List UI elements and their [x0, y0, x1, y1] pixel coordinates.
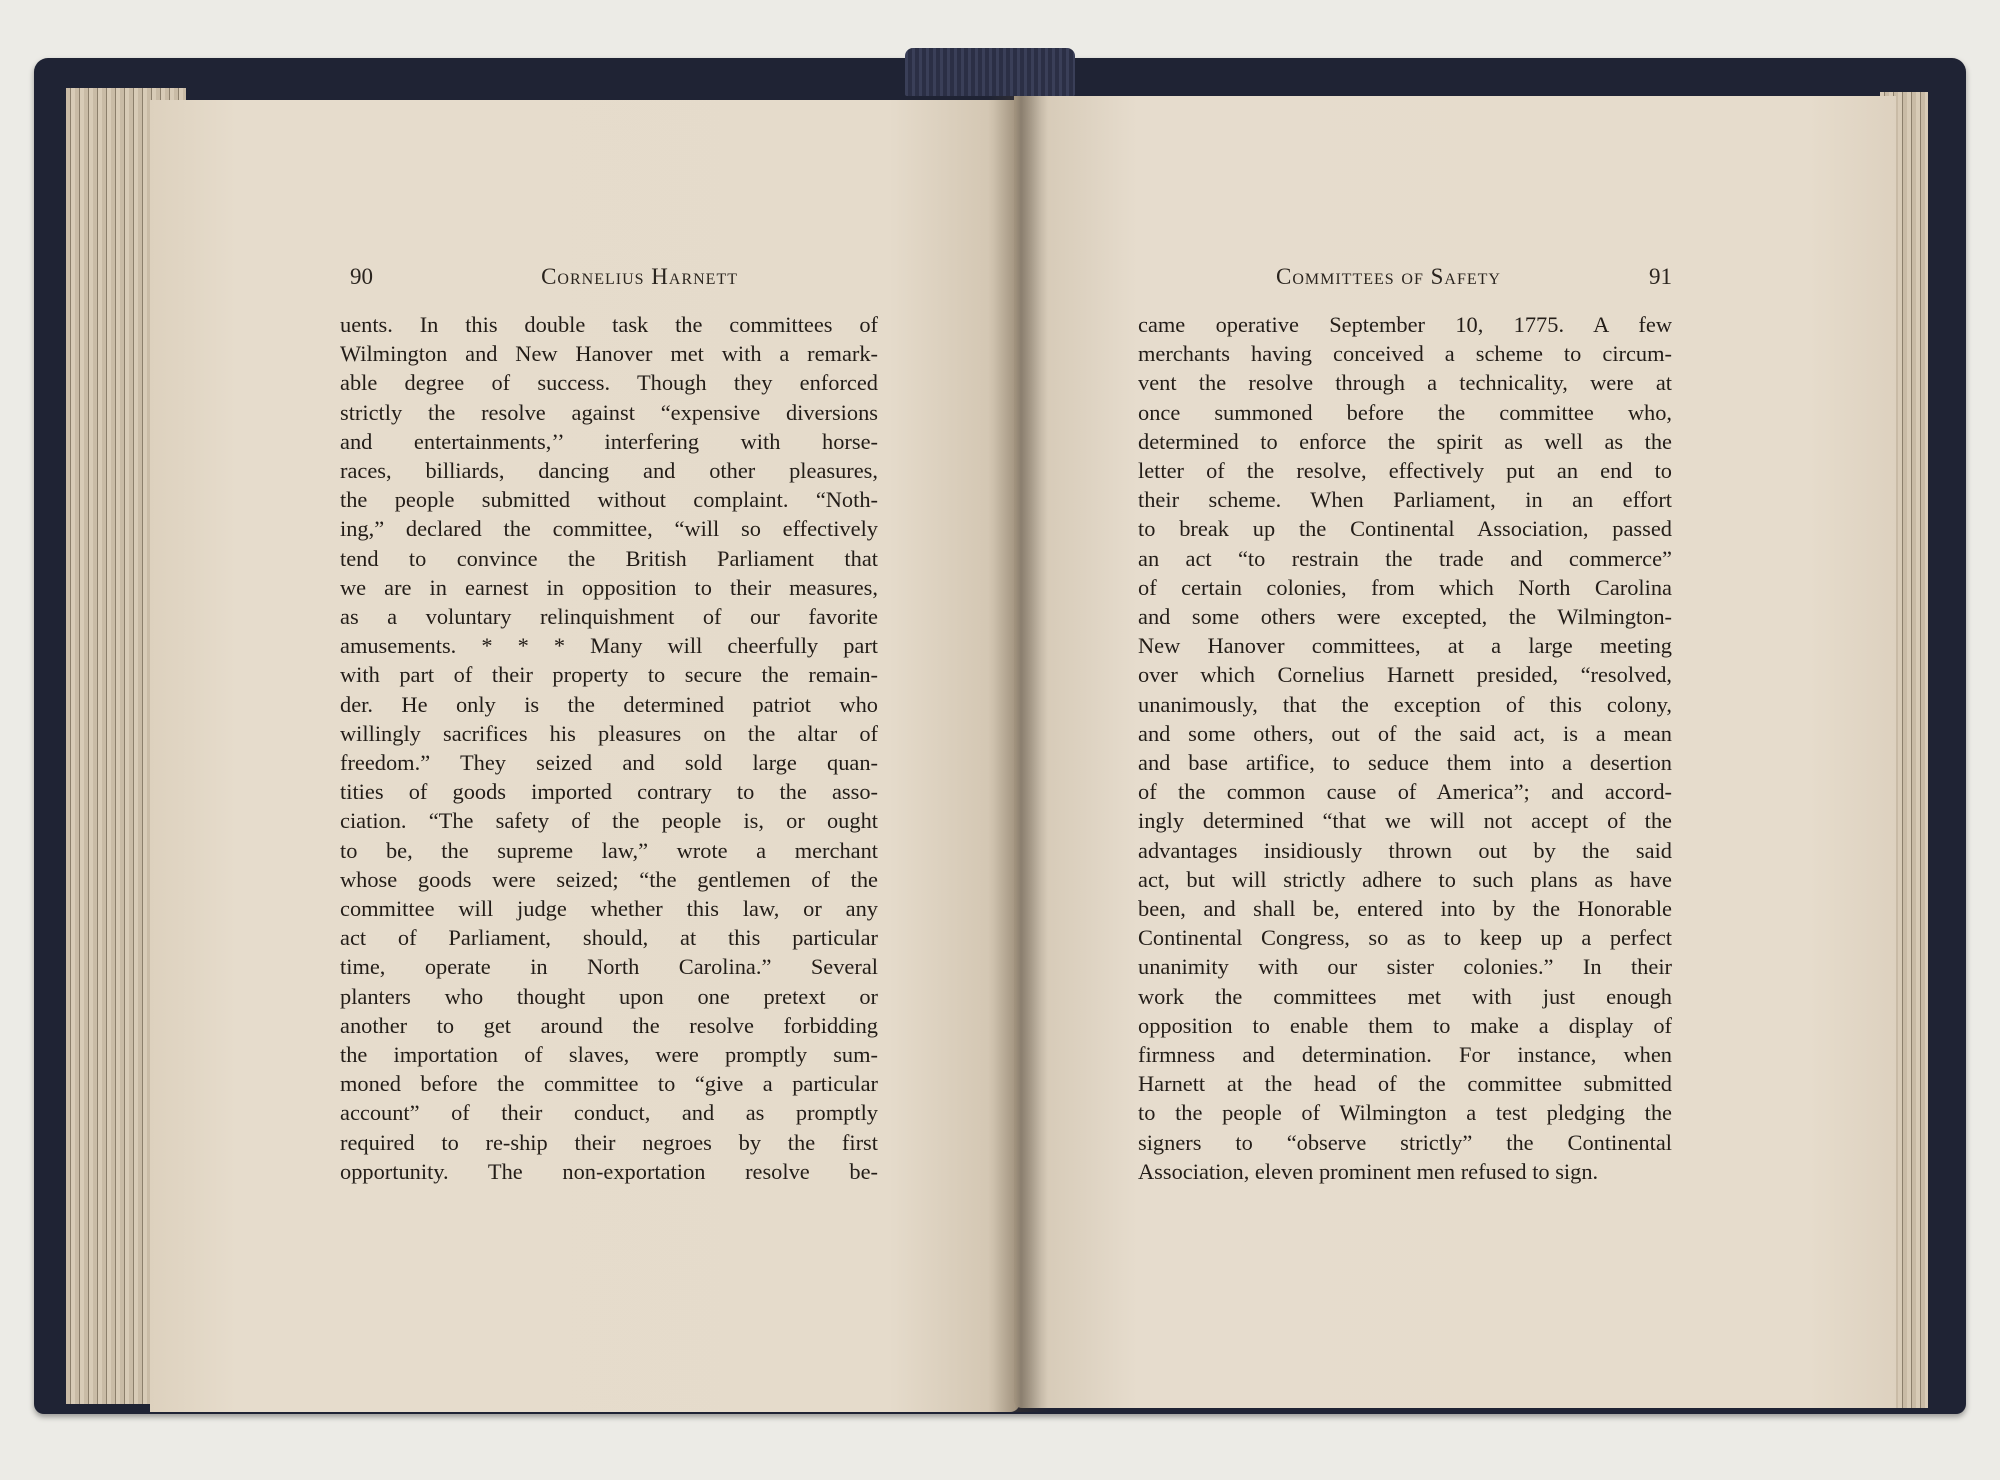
text-line: tities of goods imported contrary to the asso-: [340, 779, 878, 805]
text-line: and entertainments,’’ interfering with horse-: [340, 428, 878, 454]
text-line: and some others were excepted, the Wilmington-: [1138, 604, 1672, 630]
text-line: came operative September 10, 1775. A few: [1138, 312, 1672, 337]
text-line: der. He only is the determined patriot who: [340, 691, 878, 717]
text-line: to break up the Continental Association, passed: [1138, 516, 1672, 542]
text-line: account” of their conduct, and as promptly: [340, 1100, 878, 1126]
right-page-number: 91: [1649, 264, 1672, 289]
text-line: New Hanover committees, at a large meeting: [1138, 633, 1672, 659]
right-running-head: [1276, 264, 1672, 290]
text-line: required to re-ship their negroes by the first: [340, 1129, 878, 1155]
text-line: we are in earnest in opposition to their measures,: [340, 574, 878, 600]
text-line: freedom.” They seized and sold large quan-: [340, 750, 878, 776]
book-spine-cloth: [905, 48, 1075, 96]
text-line: unanimity with our sister colonies.” In their: [1138, 954, 1672, 980]
text-line: merchants having conceived a scheme to circum-: [1138, 341, 1672, 367]
text-line: Association, eleven prominent men refused to sign.: [1138, 1158, 1599, 1184]
text-line: vent the resolve through a technicality, were at: [1138, 370, 1672, 396]
right-body-text: [1138, 310, 1672, 1186]
text-line: ciation. “The safety of the people is, or ought: [340, 808, 878, 834]
text-line: ingly determined “that we will not accept of the: [1138, 808, 1672, 834]
text-line: races, billiards, dancing and other pleasures,: [340, 458, 878, 484]
text-line: act of Parliament, should, at this particular: [340, 925, 878, 951]
text-line: signers to “observe strictly” the Continental: [1138, 1129, 1672, 1155]
text-line: unanimously, that the exception of this colony,: [1138, 691, 1672, 717]
text-line: committee will judge whether this law, or any: [340, 896, 878, 922]
text-line: able degree of success. Though they enforced: [340, 370, 878, 396]
text-line: whose goods were seized; “the gentlemen of the: [340, 866, 878, 892]
text-line: of certain colonies, from which North Carolina: [1138, 574, 1672, 600]
text-line: their scheme. When Parliament, in an effort: [1138, 487, 1672, 513]
text-line: moned before the committee to “give a particular: [340, 1071, 878, 1097]
text-line: to the people of Wilmington a test pledging the: [1138, 1100, 1672, 1126]
text-line: once summoned before the committee who,: [1138, 399, 1672, 425]
text-line: an act “to restrain the trade and commerce”: [1138, 545, 1672, 571]
text-line: amusements. * * * Many will cheerfully part: [340, 633, 878, 659]
text-line: strictly the resolve against “expensive diversions: [340, 399, 878, 425]
text-line: opportunity. The non-exportation resolve be-: [340, 1158, 878, 1184]
text-line: firmness and determination. For instance, when: [1138, 1042, 1672, 1068]
text-line: with part of their property to secure the remain-: [340, 662, 878, 688]
text-line: to be, the supreme law,” wrote a merchant: [340, 837, 878, 863]
text-line: willingly sacrifices his pleasures on the altar of: [340, 720, 878, 746]
left-running-head: [350, 264, 738, 290]
gutter-shadow: [988, 96, 1048, 1412]
text-line: act, but will strictly adhere to such plans as have: [1138, 866, 1672, 892]
text-line: Harnett at the head of the committee submitted: [1138, 1071, 1672, 1097]
text-line: determined to enforce the spirit as well as the: [1138, 428, 1672, 454]
text-line: planters who thought upon one pretext or: [340, 983, 878, 1009]
text-line: ing,” declared the committee, “will so effectively: [340, 516, 878, 542]
text-line: time, operate in North Carolina.” Several: [340, 954, 878, 980]
text-line: the people submitted without complaint. “Noth-: [340, 487, 878, 513]
left-page-number: 90: [350, 264, 373, 289]
right-running-title: Committees of Safety: [1276, 264, 1501, 289]
text-line: the importation of slaves, were promptly sum-: [340, 1042, 878, 1068]
text-line: been, and shall be, entered into by the Honorable: [1138, 896, 1672, 922]
left-running-title: Cornelius Harnett: [541, 264, 738, 289]
text-line: work the committees met with just enough: [1138, 983, 1672, 1009]
text-line: tend to convince the British Parliament that: [340, 545, 878, 571]
text-line: uents. In this double task the committees of: [340, 312, 878, 337]
text-line: over which Cornelius Harnett presided, “resolved,: [1138, 662, 1672, 688]
text-line: and some others, out of the said act, is a mean: [1138, 720, 1672, 746]
text-line: opposition to enable them to make a display of: [1138, 1012, 1672, 1038]
text-line: Continental Congress, so as to keep up a perfect: [1138, 925, 1672, 951]
text-line: another to get around the resolve forbidding: [340, 1012, 878, 1038]
text-line: advantages insidiously thrown out by the said: [1138, 837, 1672, 863]
text-line: of the common cause of America”; and accord-: [1138, 779, 1672, 805]
text-line: as a voluntary relinquishment of our favorite: [340, 604, 878, 630]
text-line: letter of the resolve, effectively put an end to: [1138, 458, 1672, 484]
text-line: and base artifice, to seduce them into a desertion: [1138, 750, 1672, 776]
left-body-text: [340, 310, 878, 1186]
text-line: Wilmington and New Hanover met with a remark-: [340, 341, 878, 367]
